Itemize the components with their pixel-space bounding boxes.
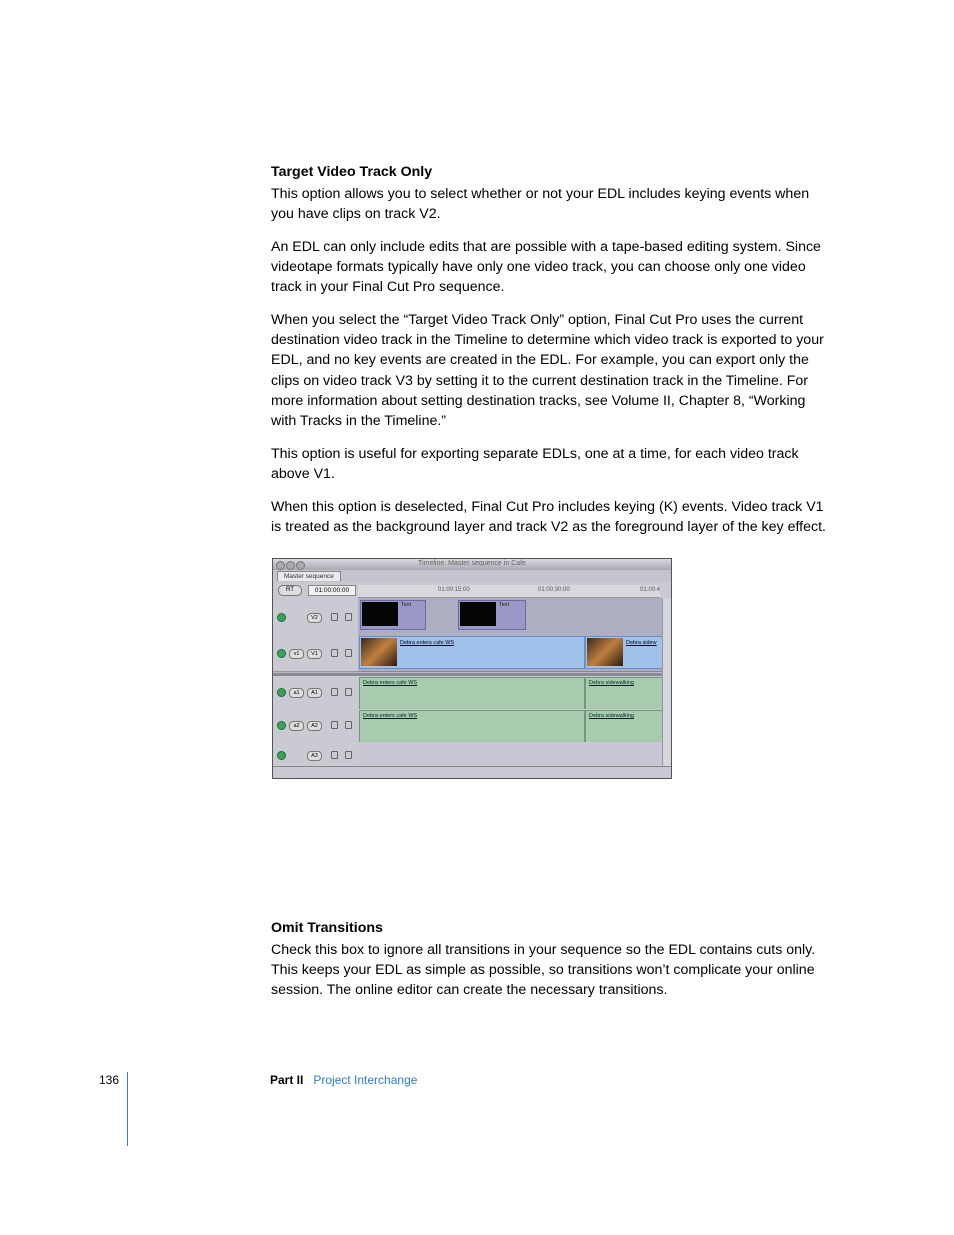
track-header-a1: [273, 676, 358, 710]
ruler-label: 01:00:30:00: [538, 587, 570, 593]
clip-thumbnail: [362, 602, 398, 626]
paragraph: [271, 184, 831, 224]
paragraph-text: When you select the “Target Video Track Only” option, Final Cut Pro uses the current destination video track in the Timeline to determine which video track is exported to your EDL, and no key events are created in the EDL. For example, you can export only the clips on video track V3 by setting it to the current destination track in the Timeline. For more information about setting destination tracks, see Volume II, Chapter 8, “Working with Tracks in the Timeline.”: [271, 312, 824, 430]
window-title: Timeline: Master sequence in Cafe: [418, 560, 526, 567]
paragraph: [271, 310, 831, 431]
audio-enable-icon[interactable]: [277, 688, 286, 697]
video-clip[interactable]: [359, 636, 585, 669]
audio-enable-icon[interactable]: [277, 721, 286, 730]
clip-thumbnail: [587, 638, 623, 666]
paragraph-text: This option allows you to select whether or not your EDL includes keying events when you have clips on track V2.: [271, 186, 810, 223]
track-header-v2: [273, 598, 358, 636]
lock-icon[interactable]: [331, 751, 338, 759]
section-heading-target-video-track: Target Video Track Only: [271, 164, 433, 180]
track-a2[interactable]: [358, 709, 662, 743]
text-clip[interactable]: [458, 600, 526, 630]
autoselect-icon[interactable]: [345, 721, 352, 729]
track-v2[interactable]: [358, 598, 662, 636]
lock-icon[interactable]: [331, 721, 338, 729]
window-titlebar: [273, 559, 671, 570]
clip-label: Debra enters cafe WS: [363, 713, 418, 719]
track-label-a2[interactable]: A2: [307, 721, 322, 731]
autoselect-icon[interactable]: [345, 751, 352, 759]
vertical-scrollbar[interactable]: [662, 598, 672, 766]
source-track-a2[interactable]: a2: [289, 721, 304, 731]
track-visibility-icon[interactable]: [277, 649, 286, 658]
track-label-v2[interactable]: V2: [307, 613, 322, 623]
autoselect-icon[interactable]: [345, 613, 352, 621]
clip-label: Debra sidew: [626, 640, 657, 646]
track-header-a3: [273, 742, 358, 767]
ruler-label: 01:00:4: [640, 587, 661, 593]
video-clip[interactable]: [585, 636, 664, 669]
audio-clip[interactable]: [359, 710, 585, 743]
text-clip[interactable]: [360, 600, 426, 630]
footer-part-label: Part II: [270, 1073, 304, 1087]
track-a3[interactable]: [358, 742, 662, 767]
paragraph: [271, 444, 831, 484]
paragraph: [271, 497, 831, 537]
tab-master-sequence[interactable]: Master sequence: [277, 571, 341, 581]
clip-thumbnail: [361, 638, 397, 666]
audio-clip[interactable]: [585, 710, 664, 743]
clip-thumbnail: [460, 602, 496, 626]
ruler-label: 01:00:15:00: [438, 587, 470, 593]
track-label-a1[interactable]: A1: [307, 688, 322, 698]
clip-label: Text: [499, 602, 510, 608]
clip-label: Debra sidewalking: [589, 713, 634, 719]
footer-divider: [127, 1072, 128, 1146]
section-heading-omit-transitions: Omit Transitions: [271, 920, 383, 936]
source-track-v1[interactable]: v1: [289, 649, 304, 659]
paragraph-text: An EDL can only include edits that are possible with a tape-based editing system. Since videotape formats typically have only one video track, you can choose only one video track in your Final Cut Pro sequence.: [271, 239, 821, 296]
audio-enable-icon[interactable]: [277, 751, 286, 760]
track-header-v1: [273, 635, 358, 672]
audio-clip[interactable]: [359, 677, 585, 710]
track-header-a2: [273, 709, 358, 743]
footer-breadcrumb: [270, 1073, 417, 1087]
paragraph-text: When this option is deselected, Final Cut Pro includes keying (K) events. Video track V1 is treated as the background layer and track V2 as the foreground layer of the key effect.: [271, 499, 826, 536]
audio-clip[interactable]: [585, 677, 664, 710]
track-visibility-icon[interactable]: [277, 613, 286, 622]
paragraph-text: Check this box to ignore all transitions in your sequence so the EDL contains cuts only. This keeps your EDL as simple as possible, so transitions won’t complicate your online session. The online editor can create the necessary transitions.: [271, 942, 816, 999]
timecode-field[interactable]: 01:00:00:00: [308, 585, 356, 596]
clip-label: Debra sidewalking: [589, 680, 634, 686]
autoselect-icon[interactable]: [345, 649, 352, 657]
lock-icon[interactable]: [331, 688, 338, 696]
time-ruler[interactable]: [358, 585, 660, 598]
track-v1[interactable]: [358, 635, 662, 672]
page-number: 136: [99, 1073, 120, 1087]
lock-icon[interactable]: [331, 649, 338, 657]
tab-bar: [273, 570, 671, 582]
track-label-a3[interactable]: A3: [307, 751, 322, 761]
footer-section-link[interactable]: Project Interchange: [313, 1073, 418, 1087]
horizontal-scrollbar[interactable]: [273, 766, 671, 779]
paragraph-text: This option is useful for exporting separate EDLs, one at a time, for each video track above V1.: [271, 446, 799, 483]
rt-menu-button[interactable]: RT: [278, 585, 302, 596]
autoselect-icon[interactable]: [345, 688, 352, 696]
clip-label: Debra enters cafe WS: [363, 680, 418, 686]
source-track-a1[interactable]: a1: [289, 688, 304, 698]
paragraph: [271, 237, 831, 298]
clip-label: Text: [401, 602, 412, 608]
track-a1[interactable]: [358, 676, 662, 710]
paragraph: [271, 940, 831, 1001]
clip-label: Debra enters cafe WS: [400, 640, 455, 646]
timeline-screenshot: [272, 558, 672, 779]
track-label-v1[interactable]: V1: [307, 649, 322, 659]
lock-icon[interactable]: [331, 613, 338, 621]
